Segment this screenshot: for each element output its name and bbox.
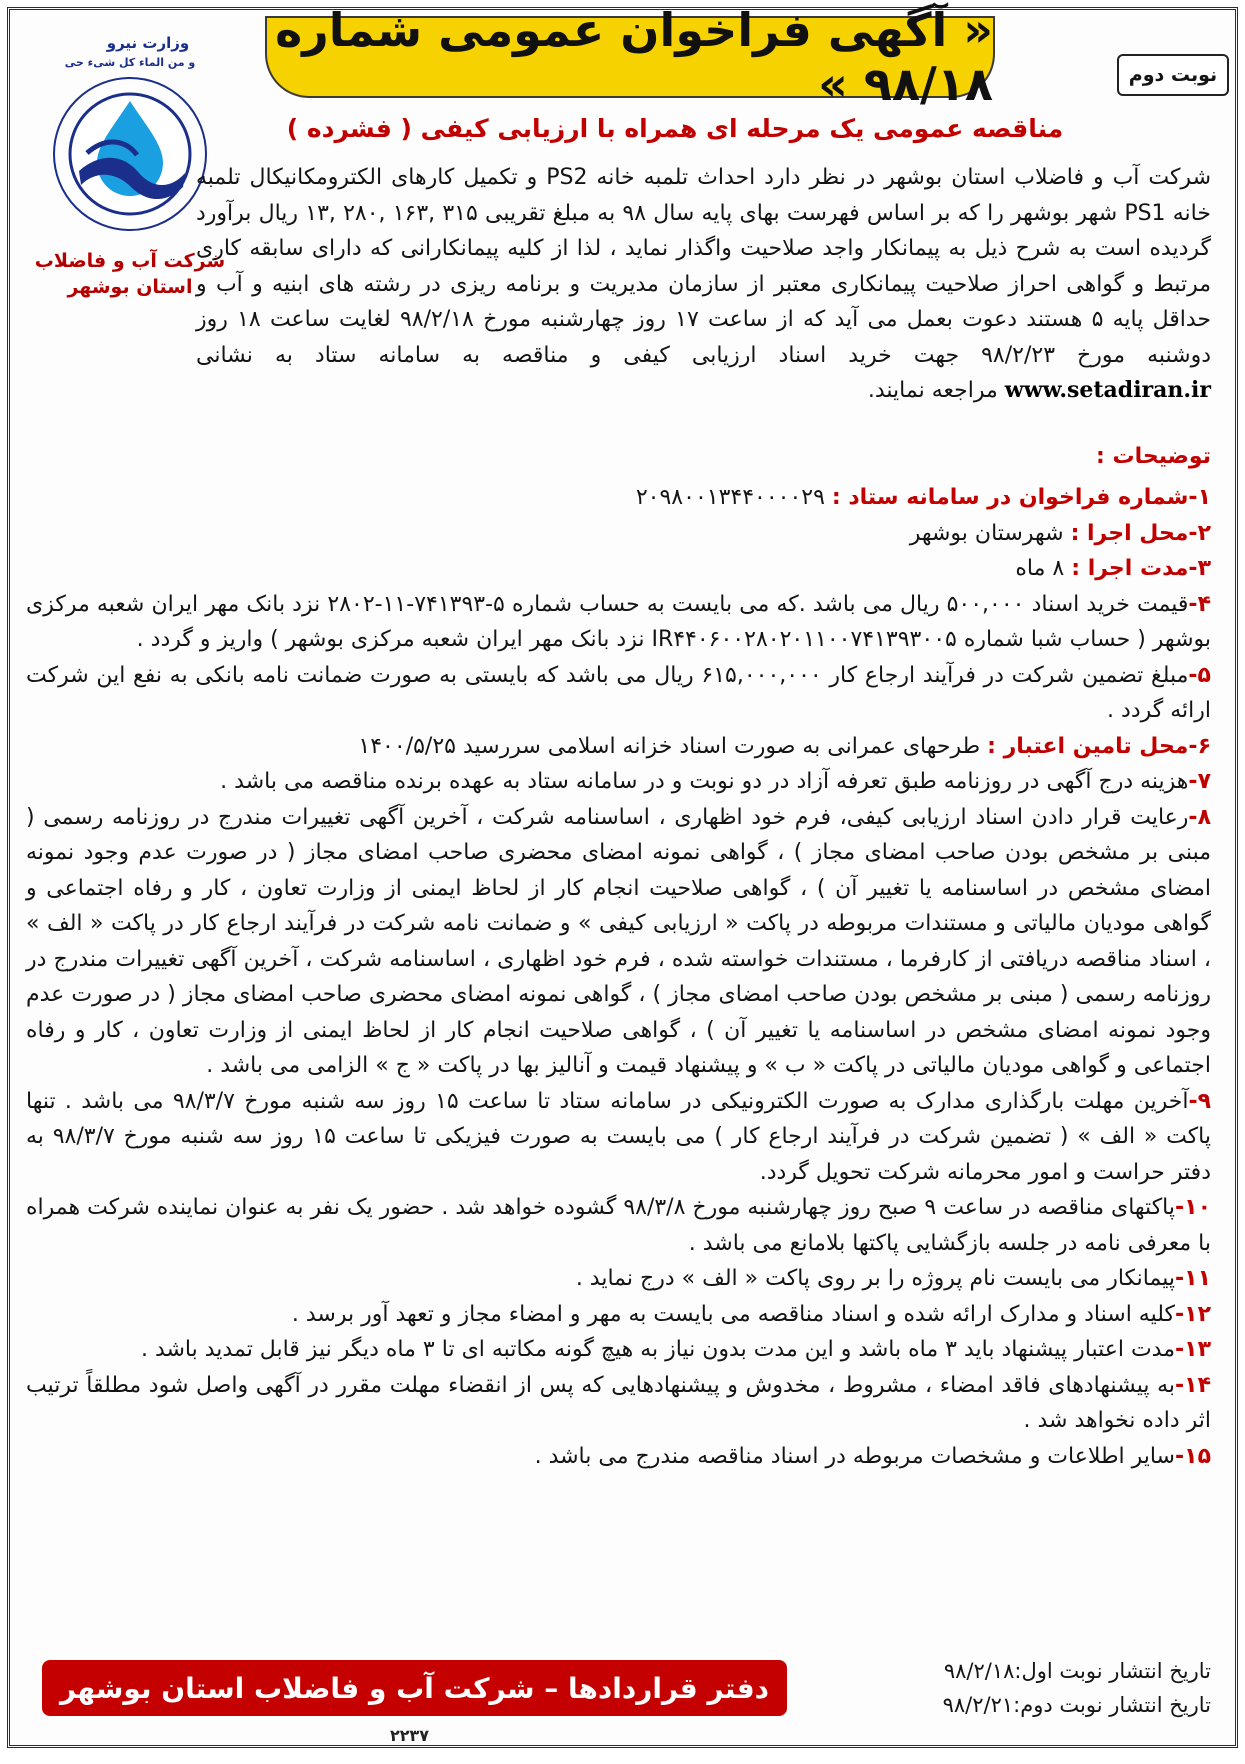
note-number: ۴- (1188, 591, 1211, 617)
note-number: ۲- (1188, 520, 1211, 546)
footer-text: دفتر قراردادها – شرکت آب و فاضلاب استان بوشهر (59, 1671, 770, 1705)
intro-tail: مراجعه نمایند. (867, 378, 998, 403)
notes-title: توضیحات : (1096, 444, 1211, 469)
note-label: محل تامین اعتبار : (987, 733, 1189, 759)
ad-code: ۲۲۳۷ (390, 1726, 430, 1745)
note-text: مبلغ تضمین شرکت در فرآیند ارجاع کار ۶۱۵,۰۰۰,۰۰۰ ریال می باشد که بایستی به صورت ضمانت نامه بانکی به نفع این شرکت ارائه گردد . (26, 662, 1211, 723)
note-number: ۸- (1188, 804, 1211, 830)
title-banner (265, 3, 995, 111)
note-item (26, 1439, 1211, 1475)
note-text: شهرستان بوشهر (909, 520, 1064, 546)
logo-slogan: و من الماء کل شیء حی (64, 56, 196, 69)
note-text: پیمانکار می بایست نام پروژه را بر روی پاکت « الف » درج نماید . (575, 1266, 1175, 1291)
page-title: « آگهی فراخوان عمومی شماره ۹۸/۱۸ » (275, 3, 993, 111)
note-text: هزینه درج آگهی در روزنامه طبق تعرفه آزاد در دو نوبت و در سامانه ستاد به عهده برنده مناقصه می باشد . (220, 769, 1189, 794)
note-number: ۵- (1188, 662, 1211, 688)
first-publish-date: تاریخ انتشار نوبت اول:۹۸/۲/۱۸ (943, 1659, 1211, 1683)
note-number: ۱- (1188, 485, 1211, 510)
note-label: مدت اجرا : (1071, 556, 1189, 581)
intro-paragraph (196, 160, 1211, 409)
second-publish-date: تاریخ انتشار نوبت دوم:۹۸/۲/۲۱ (942, 1693, 1211, 1717)
note-item (26, 1261, 1211, 1297)
note-item (26, 1190, 1211, 1261)
note-item (26, 729, 1211, 765)
round-label: نوبت دوم (1128, 64, 1218, 86)
note-label: محل اجرا : (1070, 520, 1189, 546)
note-number: ۱۳- (1175, 1337, 1211, 1362)
note-item (26, 1297, 1211, 1333)
intro-text: شرکت آب و فاضلاب استان بوشهر در نظر دارد احداث تلمبه خانه PS2 و تکمیل کارهای الکترومکانیکال تلمبه خانه PS1 شهر بوشهر را که بر اساس فهرست بهای پایه سال ۹۸ به مبلغ تقریبی ۳۱۵ ,۱۶۳ ,۲۸۰ ,۱۳ ریال برآورد گردیده است به شرح ذیل به پیمانکار واجد صلاحیت واگذار نماید ، لذا از کلیه پیمانکارانی که دارای سابقه کاری مرتبط و گواهی احراز صلاحیت پیمانکاری معتبر از سازمان مدیریت و برنامه ریزی در رشته های ابنیه و آب و حداقل پایه ۵ هستند دعوت بعمل می آید که از ساعت ۱۷ روز چهارشنبه مورخ ۹۸/۲/۱۸ لغایت ساعت ۱۸ روز دوشنبه مورخ ۹۸/۲/۲۳ جهت خرید اسناد ارزیابی کیفی و مناقصه به سامانه ستاد به نشانی (196, 165, 1212, 368)
note-text: به پیشنهادهای فاقد امضاء ، مشروط ، مخدوش و پیشنهادهایی که پس از انقضاء مهلت مقرر در آگهی واصل شود مطلقاً ترتیب اثر داده نخواهد شد . (26, 1372, 1211, 1433)
note-text: طرحهای عمرانی به صورت اسناد خزانه اسلامی سررسید ۱۴۰۰/۵/۲۵ (358, 733, 981, 759)
note-number: ۷- (1188, 769, 1211, 794)
note-item (26, 587, 1211, 658)
note-text: قیمت خرید اسناد ۵۰۰,۰۰۰ ریال می باشد .که می بایست به حساب شماره ۵-۷۴۱۳۹۳-۱۱-۲۸۰۲ نزد بانک مهر ایران شعبه مرکزی بوشهر ( حساب شبا شماره IR۴۴۰۶۰۰۲۸۰۲۰۱۱۰۰۷۴۱۳۹۳۰۰۵ نزد بانک مهر ایران شعبه مرکزی بوشهر ) واریز و گردد . (26, 591, 1211, 652)
note-item (26, 658, 1211, 729)
note-number: ۱۱- (1175, 1266, 1211, 1291)
note-item (26, 516, 1211, 552)
note-text: ۲۰۹۸۰۰۱۳۴۴۰۰۰۰۲۹ (635, 485, 825, 510)
note-number: ۹- (1188, 1088, 1212, 1114)
note-number: ۱۵- (1175, 1443, 1211, 1469)
note-number: ۶- (1188, 733, 1211, 759)
company-name-line1: شرکت آب و فاضلاب (34, 250, 226, 272)
note-number: ۱۰- (1175, 1195, 1211, 1220)
tender-subtitle: مناقصه عمومی یک مرحله ای همراه با ارزیابی کیفی ( فشرده ) (286, 114, 1064, 143)
note-number: ۳- (1188, 556, 1211, 581)
note-item (26, 1084, 1211, 1191)
note-item (26, 1368, 1211, 1439)
note-text: پاکتهای مناقصه در ساعت ۹ صبح روز چهارشنبه مورخ ۹۸/۳/۸ گشوده خواهد شد . حضور یک نفر به عنوان نماینده شرکت همراه با معرفی نامه در جلسه بازگشایی پاکتها بلامانع می باشد . (26, 1195, 1211, 1256)
note-text: آخرین مهلت بارگذاری مدارک به صورت الکترونیکی در سامانه ستاد تا ساعت ۱۵ روز سه شنبه مورخ ۹۸/۳/۷ می باشد . تنها پاکت « الف » ( تضمین شرکت در فرآیند ارجاع کار ) می بایست به صورت فیزیکی تا ساعت ۱۵ روز سه شنبه مورخ ۹۸/۳/۷ به دفتر حراست و امور محرمانه شرکت تحویل گردد. (26, 1088, 1211, 1185)
note-label: شماره فراخوان در سامانه ستاد : (831, 485, 1189, 510)
note-text: مدت اعتبار پیشنهاد باید ۳ ماه باشد و این مدت بدون نیاز به هیچ گونه مکاتبه ای تا ۳ ماه دیگر نیز قابل تمدید باشد . (140, 1337, 1175, 1362)
footer-bar (42, 1660, 787, 1716)
note-text: ۸ ماه (1015, 556, 1065, 581)
note-number: ۱۴- (1175, 1372, 1211, 1398)
company-name-line2: استان بوشهر (67, 275, 193, 298)
note-item (26, 551, 1211, 587)
note-text: کلیه اسناد و مدارک ارائه شده و اسناد مناقصه می بایست به مهر و امضاء مجاز و تعهد آور برسد . (291, 1301, 1175, 1327)
note-item (26, 480, 1211, 516)
note-item (26, 1332, 1211, 1368)
advertisement-page (7, 3, 1238, 1748)
note-text: سایر اطلاعات و مشخصات مربوطه در اسناد مناقصه مندرج می باشد . (534, 1443, 1175, 1469)
round-badge (1117, 54, 1229, 96)
website-link[interactable]: www.setadiran.ir (1004, 377, 1211, 403)
note-number: ۱۲- (1175, 1301, 1211, 1327)
publish-dates (791, 1654, 1211, 1722)
notes-list (26, 480, 1211, 1474)
water-drop-wave-icon (53, 77, 207, 231)
note-item (26, 800, 1211, 1084)
ministry-label: وزارت نیرو (106, 34, 190, 52)
note-item (26, 764, 1211, 800)
note-text: رعایت قرار دادن اسناد ارزیابی کیفی، فرم خود اظهاری ، اساسنامه شرکت ، آخرین آگهی تغییرات مندرج در روزنامه رسمی ( مبنی بر مشخص بودن صاحب امضای مجاز ) ، گواهی نمونه امضای محضری صاحب امضای مجاز ( در صورت عدم وجود نمونه امضای مشخص در اساسنامه یا تغییر آن ) ، گواهی صلاحیت انجام کار از لحاظ ایمنی از وزارت تعاون ، کار و رفاه اجتماعی و گواهی مودیان مالیاتی و مستندات مربوطه در پاکت « ارزیابی کیفی » و ضمانت نامه شرکت در فرآیند ارجاع کار در پاکت « الف » ، اسناد مناقصه دریافتی از کارفرما ، مستندات خواسته شده ، فرم خود اظهاری ، اساسنامه شرکت ، آخرین آگهی تغییرات مندرج در روزنامه رسمی ( مبنی بر مشخص بودن صاحب امضای مجاز ) ، گواهی نمونه امضای محضری صاحب امضای مجاز ( در صورت عدم وجود نمونه امضای مشخص در اساسنامه یا تغییر آن ) ، گواهی صلاحیت انجام کار از لحاظ ایمنی از وزارت تعاون ، کار و رفاه اجتماعی و گواهی مودیان مالیاتی در پاکت « ب » و پیشنهاد قیمت و آنالیز بها در پاکت « ج » الزامی می باشد . (26, 804, 1211, 1078)
